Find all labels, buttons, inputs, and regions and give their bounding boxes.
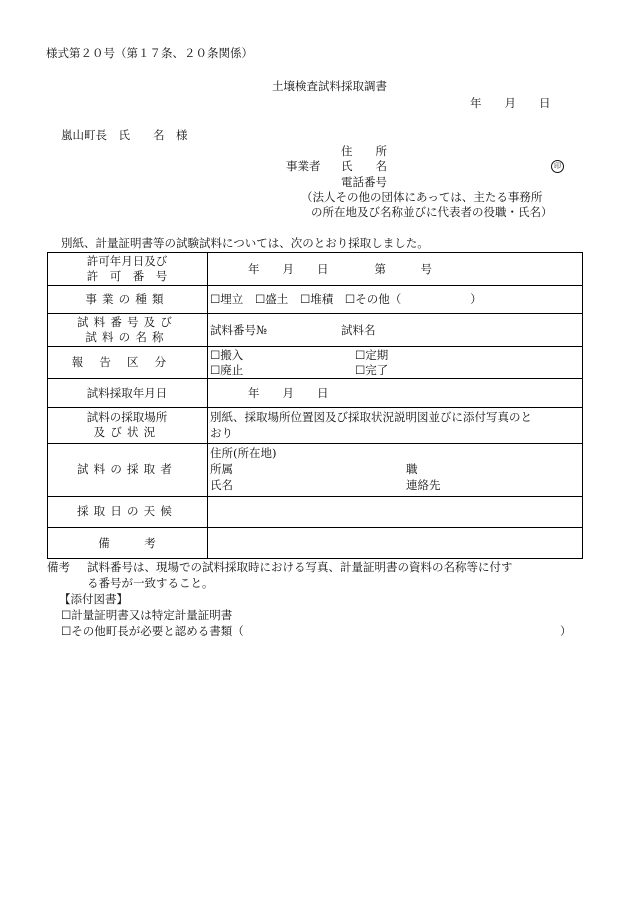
option-abolished[interactable]: ☐廃止	[210, 363, 244, 377]
sampling-place-label-2: 及び状況	[93, 425, 161, 439]
option-delivery[interactable]: ☐搬入	[210, 348, 244, 362]
permit-label-2: 許 可 番 号	[86, 269, 168, 283]
option-completed[interactable]: ☐完了	[355, 363, 389, 377]
row-line	[47, 527, 583, 528]
notes-value[interactable]	[210, 536, 580, 551]
seal-mark: 印	[551, 160, 564, 173]
sampling-place-line-1: 別紙、採取場所位置図及び採取状況説明図並びに添付写真のと	[210, 410, 532, 424]
permit-label	[47, 254, 207, 284]
permit-label-1: 許可年月日及び	[86, 254, 168, 268]
remarks-label: 備考	[47, 560, 70, 574]
applicant-note-1: （法人その他の団体にあっては、主たる事務所	[301, 190, 543, 204]
page-title: 土壌検査試料採取調書	[272, 79, 387, 93]
sampler-position[interactable]: 職	[406, 462, 418, 476]
notes-label: 備 考	[98, 536, 156, 550]
sampling-date-label: 試料採取年月日	[86, 386, 168, 400]
intro-text: 別紙、計量証明書等の試験試料については、次のとおり採取しました。	[61, 236, 429, 250]
sampler-address[interactable]: 住所(所在地)	[210, 446, 277, 460]
weather-value[interactable]	[210, 504, 580, 519]
attachments-title: 【添付図書】	[59, 592, 128, 606]
table-divider	[207, 252, 208, 559]
sampler-label: 試料の採取者	[76, 462, 178, 476]
option-other[interactable]: ☐その他（ ）	[344, 292, 482, 306]
sampler-affiliation[interactable]: 所属	[210, 462, 233, 476]
business-type-options[interactable]	[210, 292, 482, 307]
sampling-place-label-1: 試料の採取場所	[86, 410, 168, 424]
sampler-contact[interactable]: 連絡先	[406, 478, 441, 492]
row-line	[47, 346, 583, 347]
attachment-other[interactable]: ☐その他町長が必要と認める書類（	[61, 624, 244, 638]
permit-value[interactable]: 年 月 日 第 号	[248, 262, 432, 276]
option-embankment[interactable]: ☐盛土	[254, 292, 289, 306]
applicant-note-2: の所在地及び名称並びに代表者の役職・氏名）	[311, 205, 553, 219]
sample-name-value[interactable]: 試料名	[341, 323, 376, 337]
row-line	[47, 378, 583, 379]
row-line	[47, 443, 583, 444]
sample-number-label	[47, 315, 207, 345]
phone-label: 電話番号	[341, 175, 387, 189]
sampler-name[interactable]: 氏名	[210, 478, 233, 492]
sampling-date-value[interactable]: 年 月 日	[248, 386, 329, 400]
sample-number-label-1: 試料番号及び	[76, 315, 178, 329]
name-label: 氏 名	[341, 159, 387, 173]
option-stockpile[interactable]: ☐堆積	[299, 292, 334, 306]
weather-label: 採取日の天候	[76, 504, 178, 518]
remarks-line-2: る番号が一致すること。	[87, 576, 214, 590]
option-landfill[interactable]: ☐埋立	[210, 292, 244, 306]
addressee: 嵐山町長 氏 名 様	[61, 128, 188, 142]
attachment-certificate[interactable]: ☐計量証明書又は特定計量証明書	[61, 608, 233, 622]
option-periodic[interactable]: ☐定期	[355, 348, 389, 362]
attachment-other-close: ）	[560, 624, 572, 638]
report-category-label: 報告区分	[71, 355, 183, 369]
sampling-place-line-2: おり	[210, 426, 233, 440]
date-line: 年 月 日	[470, 96, 551, 110]
row-line	[47, 313, 583, 314]
row-line	[47, 285, 583, 286]
sample-number-label-2: 試料の名称	[85, 330, 169, 344]
applicant-label: 事業者	[286, 159, 321, 173]
sampling-place-label	[47, 410, 207, 440]
sample-number-value[interactable]: 試料番号№	[210, 323, 267, 337]
form-number: 様式第２０号（第１７条、２０条関係）	[46, 46, 253, 60]
business-type-label: 事業の種類	[85, 292, 169, 306]
row-line	[47, 496, 583, 497]
address-label: 住 所	[341, 144, 387, 158]
row-line	[47, 407, 583, 408]
remarks-line-1: 試料番号は、現場での試料採取時における写真、計量証明書の資料の名称等に付す	[87, 560, 513, 574]
